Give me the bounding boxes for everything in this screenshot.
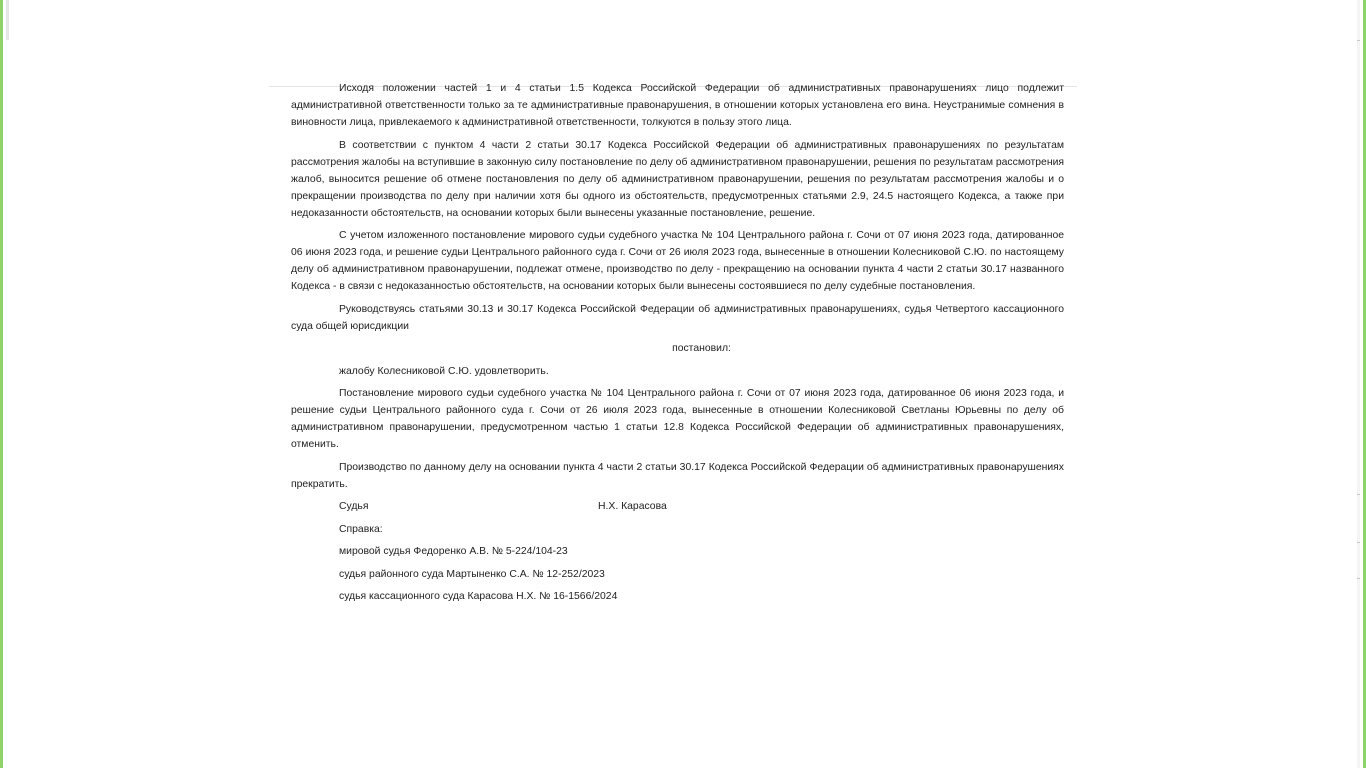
reference-heading: Справка: xyxy=(339,523,383,535)
paragraph-guided-by: Руководствуясь статьями 30.13 и 30.17 Кодекса Российской Федерации об административных правонарушениях, судья Четвертого кассационного суда общей юрисдикции xyxy=(291,303,1064,332)
reference-line: судья кассационного суда Карасова Н.Х. № 16-1566/2024 xyxy=(339,591,618,602)
signature-block xyxy=(291,498,1064,515)
scrollbar-marker xyxy=(1357,40,1360,41)
signature-role: Судья xyxy=(339,501,369,512)
resolution-item-terminate: Производство по данному делу на основании пункта 4 части 2 статьи 30.17 Кодекса Российской Федерации об административных правонарушениях прекратить. xyxy=(291,461,1064,490)
scrollbar-marker xyxy=(1357,542,1360,543)
resolution-item-annul: Постановление мирового судьи судебного участка № 104 Центрального района г. Сочи от 07 июня 2023 года, датированное 06 июня 2023 года, и решение судьи Центрального районного суда г. Сочи от 26 июля 2023 года, вынесенные в отношении Колесниковой Светланы Юрьевны по делу об административном правонарушении, предусмотренном частью 1 статьи 12.8 Кодекса Российской Федерации об административных правонарушениях, отменить. xyxy=(291,388,1064,450)
vertical-scrollbar[interactable] xyxy=(1357,0,1360,768)
corner-marker xyxy=(6,0,9,40)
paragraph-legal-basis: В соответствии с пунктом 4 части 2 статьи 30.17 Кодекса Российской Федерации об административных правонарушениях по результатам рассмотрения жалобы на вступившие в законную силу постановление по делу об административном правонарушении, решения по результатам рассмотрения жалоб, выносится решение об отмене постановления по делу об административном правонарушении, решения по результатам рассмотрения жалобы и о прекращении производства по делу при наличии хотя бы одного из обстоятельств, предусмотренных статьями 2.9, 24.5 настоящего Кодекса, а также при недоказанности обстоятельств, на основании которых были вынесены указанные постановление, решение. xyxy=(291,139,1064,219)
reference-line: судья районного суда Мартыненко С.А. № 12-252/2023 xyxy=(339,568,605,580)
paragraph-guilt-presumption: Исходя положении частей 1 и 4 статьи 1.5 Кодекса Российской Федерации об административных правонарушениях лицо подлежит административной ответственности только за те административные правонарушения, в отношении которых установлена его вина. Неустранимые сомнения в виновности лица, привлекаемого к административной ответственности, толкуются в пользу этого лица. xyxy=(291,83,1064,128)
reference-line: мировой судья Федоренко А.В. № 5-224/104-23 xyxy=(339,546,568,557)
paragraph-conclusion: С учетом изложенного постановление мирового судьи судебного участка № 104 Центрального района г. Сочи от 07 июня 2023 года, датированное 06 июня 2023 года, и решение судьи Центрального районного суда г. Сочи от 26 июля 2023 года, вынесенные в отношении Колесниковой С.Ю. по настоящему делу об административном правонарушении, подлежат отмене, производство по делу - прекращению на основании пункта 4 части 2 статьи 30.17 названного Кодекса - в связи с недоказанностью обстоятельств, на основании которых были вынесены состоявшиеся по делу судебные постановления. xyxy=(291,230,1064,292)
scrollbar-marker xyxy=(1357,494,1360,495)
document-body xyxy=(291,80,1064,611)
signature-name: Н.Х. Карасова xyxy=(598,501,667,512)
decision-heading: постановил: xyxy=(672,343,731,354)
resolution-item-complaint: жалобу Колесниковой С.Ю. удовлетворить. xyxy=(339,365,549,377)
scrollbar-marker xyxy=(1357,578,1360,579)
